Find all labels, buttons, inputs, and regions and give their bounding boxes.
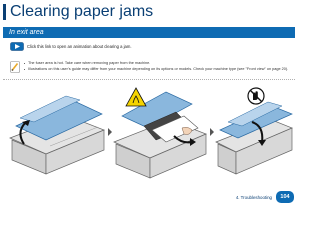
chevron-right-icon <box>210 128 214 136</box>
jam-removal-illustration <box>6 86 294 196</box>
page-number-badge: 104 <box>276 191 294 203</box>
section-header <box>3 27 295 38</box>
play-video-icon[interactable] <box>10 42 24 51</box>
footer-chapter: 4. Troubleshooting <box>235 195 272 200</box>
note-text: The fuser area is hot. Take care when removing paper from the machine. <box>28 61 151 65</box>
note-pencil-icon <box>10 61 20 73</box>
divider <box>3 79 295 80</box>
no-touch-icon <box>248 88 264 104</box>
note-text: Illustrations on this user’s guide may differ from your machine depending on its options or models. Check your machine type (see "Front view" on page 20). <box>28 67 289 71</box>
step-1-figure <box>10 96 104 174</box>
page-title: Clearing paper jams <box>10 3 154 20</box>
bullet <box>24 63 25 64</box>
animation-link[interactable]: Click this link to open an animation about clearing a jam. <box>27 44 132 49</box>
step-3-figure <box>216 88 292 174</box>
hot-surface-warning-icon <box>126 88 146 106</box>
note-item <box>24 66 294 72</box>
title-accent-bar <box>3 4 6 20</box>
section-title: In exit area <box>9 29 44 36</box>
step-2-figure <box>114 88 206 178</box>
note-list <box>24 60 294 72</box>
chevron-right-icon <box>108 128 112 136</box>
bullet <box>24 69 25 70</box>
